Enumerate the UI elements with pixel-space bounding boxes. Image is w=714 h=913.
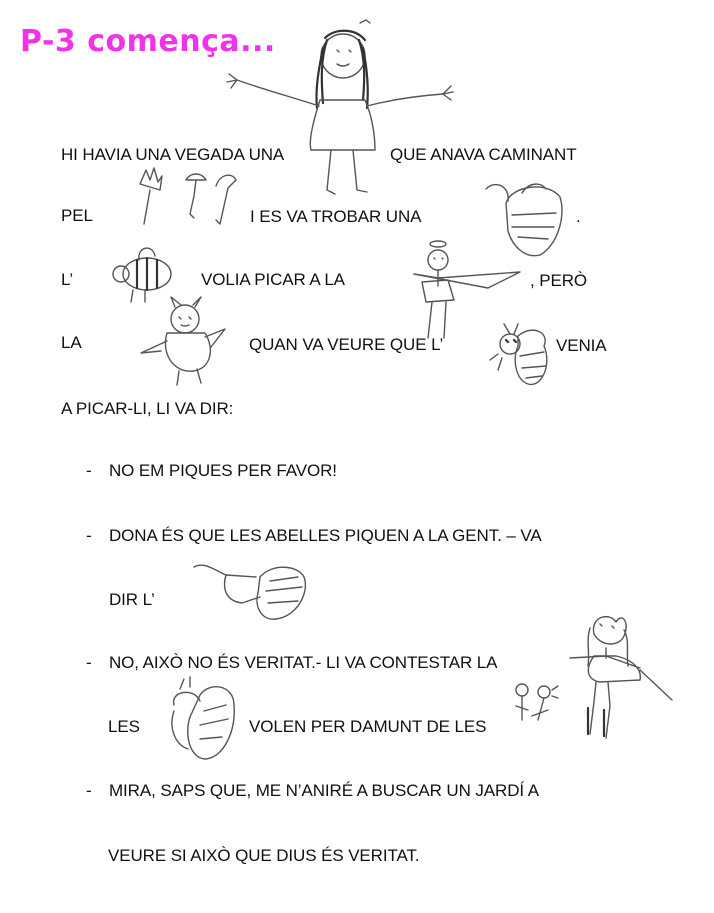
bee-drawing-icon — [186, 557, 316, 629]
dialogue-text: VOLEN PER DAMUNT DE LES — [249, 717, 487, 736]
mushrooms-drawing-icon — [132, 166, 244, 230]
dialogue-dash: - — [86, 526, 92, 545]
bee-drawing-icon — [160, 675, 240, 765]
story-text: LA — [61, 333, 82, 352]
dialogue-text: NO EM PIQUES PER FAVOR! — [109, 461, 337, 480]
bee-drawing-icon — [488, 314, 558, 394]
dialogue-text: MIRA, SAPS QUE, ME N’ANIRÉ A BUSCAR UN JARDÍ A — [109, 781, 539, 800]
story-text: HI HAVIA UNA VEGADA UNA — [61, 145, 285, 164]
dialogue-text: DIR L’ — [109, 590, 155, 609]
story-text: , PERÒ — [530, 271, 588, 290]
story-text: VOLIA PICAR A LA — [201, 270, 345, 289]
girl-drawing-icon — [215, 18, 465, 208]
dialogue-text: NO, AIXÒ NO ÉS VERITAT.- LI VA CONTESTAR LA — [109, 653, 498, 672]
girl-drawing-icon — [560, 610, 680, 750]
story-text: PEL — [61, 206, 93, 225]
dialogue-dash: - — [86, 653, 92, 672]
story-text: I ES VA TROBAR UNA — [250, 207, 422, 226]
story-text: L’ — [61, 270, 74, 289]
dialogue-text: LES — [108, 717, 140, 736]
story-text: VENIA — [556, 336, 607, 355]
page-title: P-3 comença... — [20, 24, 276, 59]
dialogue-dash: - — [86, 781, 92, 800]
dialogue-dash: - — [86, 461, 92, 480]
story-text: . — [576, 207, 581, 226]
story-text: QUAN VA VEURE QUE L’ — [249, 335, 444, 354]
story-text: QUE ANAVA CAMINANT — [390, 145, 577, 164]
story-text: A PICAR-LI, LI VA DIR: — [61, 399, 234, 418]
flowers-drawing-icon — [508, 680, 564, 736]
dialogue-text: VEURE SI AIXÒ QUE DIUS ÉS VERITAT. — [108, 846, 420, 865]
dialogue-text: DONA ÉS QUE LES ABELLES PIQUEN A LA GENT. – VA — [109, 526, 542, 545]
cat-drawing-icon — [137, 293, 227, 388]
